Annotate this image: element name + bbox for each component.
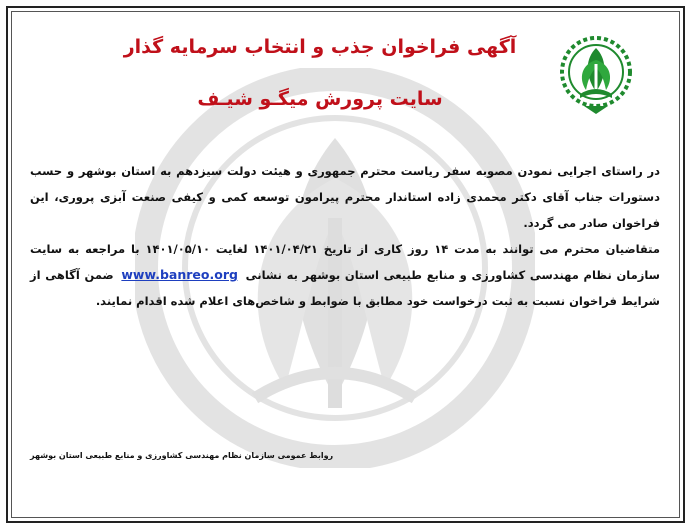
notice-body (30, 158, 660, 314)
website-link[interactable]: www.banreo.org (121, 267, 238, 282)
paragraph-2-intro: متقاضیان محترم می توانند به مدت ۱۴ روز کاری از تاریخ ۱۴۰۱/۰۴/۲۱ لغایت ۱۴۰۱/۰۵/۱۰ با مراجعه به سایت سازمان نظام مهندسی کشاورزی و منابع طبیعی استان بوشهر به نشانی (30, 242, 660, 282)
agricultural-organization-logo-icon (560, 34, 632, 116)
notice-title: آگهی فراخوان جذب و انتخاب سرمایه گذار (123, 36, 517, 58)
notice-paragraph-1: در راستای اجرایی نمودن مصوبه سفر ریاست محترم جمهوری و هیئت دولت سیزدهم به استان بوشهر و حسب دستورات جناب آقای دکتر محمدی زاده استاندار محترم پیرامون توسعه کمی و کیفی صنعت آبزی پروری، این فراخوان صادر می گردد. (30, 164, 660, 230)
notice-subtitle: سایت پرورش میگـو شیـف (197, 88, 443, 110)
notice-paragraph-2 (30, 236, 660, 314)
paragraph-2-outro: ضمن آگاهی از شرایط فراخوان نسبت به ثبت درخواست خود مطابق با ضوابط و شاخص‌های اعلام شده اقدام نمایند. (30, 268, 660, 308)
notice-footer: روابط عمومی سازمان نظام مهندسی کشاورزی و منابع طبیعی استان بوشهر (30, 451, 334, 460)
